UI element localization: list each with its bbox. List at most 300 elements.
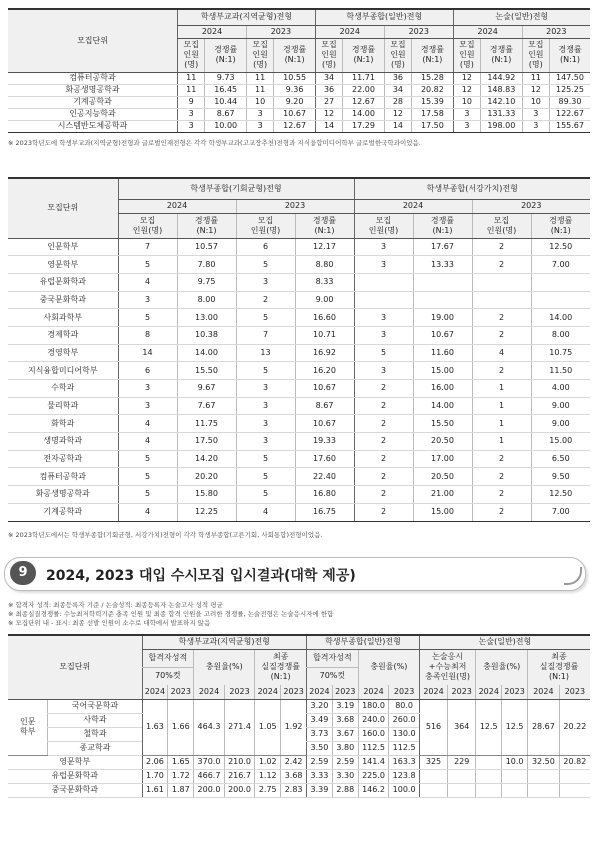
value-cell: 11.71 [343,72,385,84]
value-cell: 27 [315,96,342,108]
value-cell: 20.20 [177,468,236,486]
year-header: 2024 [358,685,389,699]
value-cell: 11 [246,72,273,84]
value-cell: 9.75 [177,273,236,291]
unit-name: 수학과 [8,380,118,398]
table-row [8,309,590,327]
value-cell: 216.7 [224,769,255,783]
group-header-1: 학생부종합(기회균형)전형 [118,178,354,199]
value-cell: 32.50 [528,755,560,769]
table-1-container [8,8,590,148]
value-cell: 466.7 [194,769,225,783]
value-cell: 1.92 [281,699,307,755]
value-cell: 1 [472,433,531,451]
group-header-3: 논술(일반)전형 [453,9,590,25]
fill-rate-header: 충원율(%) [476,649,528,685]
rate-col-header: 경쟁률 (N:1) [205,38,247,72]
table-row [8,486,590,504]
value-cell: 125.25 [549,84,590,96]
table-row [8,503,590,521]
value-cell: 15.00 [413,503,472,521]
value-cell: 5 [118,309,177,327]
value-cell: 5 [354,344,413,362]
fill-rate-header: 충원율(%) [194,649,255,685]
year-header: 2024 [142,685,168,699]
unit-name: 인문학부 [8,238,118,256]
value-cell: 148.83 [481,84,523,96]
value-cell: 3 [118,380,177,398]
cut-header: 70%컷 [307,667,359,685]
value-cell: 10.55 [274,72,316,84]
value-cell: 8.33 [295,273,354,291]
value-cell [531,273,590,291]
value-cell: 3.19 [332,699,358,713]
value-cell: 1.72 [168,769,194,783]
value-cell: 11 [178,72,205,84]
value-cell: 10 [246,96,273,108]
value-cell: 4.00 [531,380,590,398]
value-cell: 9.00 [531,415,590,433]
table-3 [8,634,590,798]
unit-header: 모집단위 [8,178,118,238]
table-1-note: ※ 2023학년도에 학생부교과(지역균형)전형과 글로벌인재전형은 각각 학생부교과(고교장추천)전형과 지식융합미디어학부 글로벌한국학과이었음. [8,138,421,147]
value-cell: 200.0 [224,783,255,797]
value-cell: 1 [472,397,531,415]
value-cell: 28.67 [528,699,560,755]
value-cell: 2 [472,326,531,344]
essay-count-header: 논술응시 +수능최저 충족인원(명) [419,649,475,685]
rate-col-header: 경쟁률 (N:1) [549,38,590,72]
value-cell [502,769,528,783]
table-2 [8,177,590,522]
value-cell: 4 [236,503,295,521]
rate-col-header: 경쟁률 (N:1) [481,38,523,72]
value-cell: 11.75 [177,415,236,433]
year-header: 2023 [224,685,255,699]
section-9-header [4,557,594,593]
value-cell: 3 [118,291,177,309]
rate-col-header: 경쟁률 (N:1) [343,38,385,72]
note-line: ※ 최종실질경쟁률: 수능최저학력기준 충족 인원 및 최종 합격 인원을 고려한 경쟁률, 논술전형은 논술응시자에 한함 [8,610,334,618]
value-cell: 3.30 [332,769,358,783]
value-cell: 2.88 [332,783,358,797]
value-cell [354,273,413,291]
department-group: 인문 학부 [8,699,48,755]
value-cell: 123.8 [389,769,420,783]
table-2-note: ※ 2023학년도에서는 학생부종합(기회균형, 서강가치)전형이 각각 학생부종합(고른기회, 사회통합)전형이었음. [8,530,323,539]
value-cell: 7.00 [531,503,590,521]
value-cell: 5 [236,256,295,274]
year-header: 2024 [255,685,281,699]
unit-name: 기계공학과 [8,503,118,521]
value-cell: 14 [315,120,342,132]
value-cell: 17.67 [413,238,472,256]
value-cell: 10 [453,96,480,108]
value-cell: 122.67 [549,108,590,120]
value-cell: 15.00 [531,433,590,451]
value-cell: 2 [354,397,413,415]
value-cell: 16.00 [413,380,472,398]
group-header-1: 학생부교과(지역균형)전형 [142,635,307,649]
value-cell: 142.10 [481,96,523,108]
table-row [8,468,590,486]
value-cell: 464.3 [194,699,225,755]
value-cell: 3 [178,108,205,120]
value-cell: 2.59 [307,755,333,769]
value-cell: 8.80 [295,256,354,274]
year-header: 2023 [281,685,307,699]
value-cell [476,769,502,783]
value-cell: 14 [118,344,177,362]
group-header-2: 학생부종합(일반)전형 [307,635,420,649]
unit-header: 모집단위 [8,9,178,72]
value-cell: 3.20 [307,699,333,713]
value-cell: 1 [472,380,531,398]
table-row [8,362,590,380]
year-header: 2024 [315,25,384,38]
group-header-2: 학생부종합(서강가치)전형 [354,178,590,199]
value-cell: 12 [315,108,342,120]
year-header: 2023 [448,685,476,699]
value-cell: 14.00 [177,344,236,362]
count-col-header: 모집 인원 (명) [315,38,342,72]
table-row [8,96,590,108]
value-cell: 3 [522,120,549,132]
count-col-header: 모집 인원(명) [118,213,177,238]
value-cell: 516 [419,699,447,755]
section-9-notes [8,601,590,628]
year-header: 2024 [528,685,560,699]
rate-col-header: 경쟁률 (N:1) [412,38,454,72]
year-header: 2023 [559,685,590,699]
value-cell: 15.39 [412,96,454,108]
value-cell: 16.92 [295,344,354,362]
value-cell: 4 [118,503,177,521]
year-header: 2024 [118,199,236,213]
value-cell: 17.60 [295,450,354,468]
value-cell: 11 [522,72,549,84]
value-cell: 10.67 [274,108,316,120]
value-cell [354,291,413,309]
unit-name: 중국문화학과 [8,291,118,309]
value-cell: 180.0 [358,699,389,713]
value-cell: 8.67 [295,397,354,415]
rate-col-header: 경쟁률 (N:1) [413,213,472,238]
value-cell: 112.5 [389,741,420,755]
table-row [8,256,590,274]
value-cell: 12.5 [476,699,502,755]
value-cell: 20.50 [413,433,472,451]
value-cell: 13.33 [413,256,472,274]
value-cell: 14 [384,120,411,132]
value-cell: 3 [453,120,480,132]
value-cell: 5 [118,256,177,274]
value-cell: 20.50 [413,468,472,486]
year-header: 2024 [354,199,472,213]
value-cell: 10.00 [205,120,247,132]
grade-header: 합격자성적 [307,649,359,667]
count-col-header: 모집 인원 (명) [453,38,480,72]
unit-name: 영문학부 [8,256,118,274]
value-cell: 3 [354,326,413,344]
year-header: 2023 [246,25,315,38]
value-cell: 16.75 [295,503,354,521]
value-cell: 14.00 [531,309,590,327]
value-cell: 12.67 [274,120,316,132]
value-cell: 15.80 [177,486,236,504]
value-cell: 144.92 [481,72,523,84]
value-cell: 8.00 [177,291,236,309]
value-cell: 5 [236,450,295,468]
value-cell: 14.20 [177,450,236,468]
value-cell: 5 [118,486,177,504]
value-cell: 28 [384,96,411,108]
unit-name: 철학과 [48,727,142,741]
value-cell: 3 [236,415,295,433]
table-row [8,108,590,120]
value-cell: 163.3 [389,755,420,769]
year-header: 2023 [332,685,358,699]
value-cell: 10 [522,96,549,108]
value-cell: 225.0 [358,769,389,783]
value-cell: 364 [448,699,476,755]
value-cell: 4 [118,415,177,433]
value-cell: 3 [236,397,295,415]
value-cell: 5 [118,450,177,468]
unit-name: 유럽문화학과 [8,769,142,783]
value-cell: 1.66 [168,699,194,755]
value-cell: 131.33 [481,108,523,120]
unit-name: 사회과학부 [8,309,118,327]
value-cell: 141.4 [358,755,389,769]
value-cell: 9.36 [274,84,316,96]
table-3-container [8,634,590,798]
value-cell [413,291,472,309]
value-cell: 2 [236,291,295,309]
rate-col-header: 경쟁률 (N:1) [531,213,590,238]
value-cell: 3 [236,380,295,398]
value-cell: 3 [354,362,413,380]
unit-name: 종교학과 [48,741,142,755]
table-row [8,273,590,291]
value-cell: 22.40 [295,468,354,486]
unit-name: 국어국문학과 [48,699,142,713]
value-cell: 9.67 [177,380,236,398]
year-header: 2023 [522,25,590,38]
value-cell: 3 [236,273,295,291]
value-cell: 9 [178,96,205,108]
value-cell [413,273,472,291]
table-row [8,84,590,96]
table-row [8,120,590,132]
unit-name: 영문학부 [8,755,142,769]
value-cell: 5 [236,468,295,486]
table-row [8,450,590,468]
value-cell: 20.82 [412,84,454,96]
value-cell: 3.68 [332,713,358,727]
unit-name: 인공지능학과 [8,108,178,120]
value-cell: 3.39 [307,783,333,797]
value-cell [448,769,476,783]
value-cell: 5 [236,309,295,327]
value-cell: 34 [315,72,342,84]
cut-header: 70%컷 [142,667,194,685]
value-cell [472,273,531,291]
value-cell: 100.0 [389,783,420,797]
value-cell: 15.50 [177,362,236,380]
table-row [8,699,590,713]
unit-name: 지식융합미디어학부 [8,362,118,380]
value-cell: 20.22 [559,699,590,755]
value-cell: 3.73 [307,727,333,741]
value-cell: 19.33 [295,433,354,451]
value-cell: 2 [472,486,531,504]
count-col-header: 모집 인원(명) [472,213,531,238]
value-cell: 3 [354,256,413,274]
value-cell: 3.33 [307,769,333,783]
value-cell: 229 [448,755,476,769]
value-cell: 2.75 [255,783,281,797]
year-header: 2023 [389,685,420,699]
unit-name: 화학과 [8,415,118,433]
year-header: 2023 [236,199,354,213]
table-row [8,326,590,344]
value-cell: 7.80 [177,256,236,274]
value-cell: 2 [354,468,413,486]
value-cell: 16.20 [295,362,354,380]
value-cell: 12.50 [531,486,590,504]
year-header: 2023 [472,199,590,213]
value-cell: 3 [178,120,205,132]
group-header-1: 학생부교과(지역균형)전형 [178,9,316,25]
count-col-header: 모집 인원 (명) [246,38,273,72]
value-cell: 12 [522,84,549,96]
value-cell: 3 [236,433,295,451]
value-cell: 7.00 [531,256,590,274]
value-cell: 1.61 [142,783,168,797]
value-cell [476,755,502,769]
value-cell: 2 [472,309,531,327]
value-cell [528,783,560,797]
unit-name: 컴퓨터공학과 [8,72,178,84]
value-cell: 10.44 [205,96,247,108]
table-row [8,344,590,362]
value-cell: 3 [522,108,549,120]
value-cell [419,783,447,797]
value-cell: 2 [354,503,413,521]
year-header: 2024 [453,25,522,38]
value-cell: 10.57 [177,238,236,256]
value-cell: 12.5 [502,699,528,755]
unit-name: 사학과 [48,713,142,727]
value-cell: 1.65 [168,755,194,769]
table-row [8,769,590,783]
value-cell: 198.00 [481,120,523,132]
value-cell: 13 [236,344,295,362]
value-cell: 7 [236,326,295,344]
value-cell: 9.00 [295,291,354,309]
value-cell: 1 [472,415,531,433]
value-cell: 210.0 [224,755,255,769]
unit-name: 시스템반도체공학과 [8,120,178,132]
value-cell: 21.00 [413,486,472,504]
count-col-header: 모집 인원 (명) [384,38,411,72]
value-cell: 20.82 [559,755,590,769]
value-cell: 12 [453,72,480,84]
value-cell: 14.00 [343,108,385,120]
value-cell: 5 [236,486,295,504]
value-cell: 11 [246,84,273,96]
value-cell: 22.00 [343,84,385,96]
year-header: 2024 [476,685,502,699]
value-cell: 10.67 [413,326,472,344]
value-cell: 7 [118,238,177,256]
table-row [8,291,590,309]
value-cell [419,769,447,783]
value-cell: 2 [472,256,531,274]
value-cell: 10.0 [502,755,528,769]
value-cell: 3.67 [332,727,358,741]
value-cell: 370.0 [194,755,225,769]
table-row [8,238,590,256]
value-cell: 130.0 [389,727,420,741]
value-cell: 16.60 [295,309,354,327]
value-cell: 14.00 [413,397,472,415]
value-cell: 13.00 [177,309,236,327]
value-cell: 1.02 [255,755,281,769]
rate-col-header: 경쟁률 (N:1) [177,213,236,238]
value-cell: 11.50 [531,362,590,380]
value-cell [531,291,590,309]
value-cell: 36 [384,72,411,84]
value-cell: 17.50 [412,120,454,132]
value-cell: 34 [384,84,411,96]
value-cell: 2.59 [332,755,358,769]
year-header: 2024 [307,685,333,699]
rate-col-header: 경쟁률 (N:1) [274,38,316,72]
value-cell: 3 [246,120,273,132]
value-cell: 1.05 [255,699,281,755]
value-cell: 15.28 [412,72,454,84]
value-cell: 10.38 [177,326,236,344]
value-cell: 17.29 [343,120,385,132]
value-cell: 3.80 [332,741,358,755]
year-header: 2023 [502,685,528,699]
table-row [8,415,590,433]
unit-name: 컴퓨터공학과 [8,468,118,486]
final-rate-header: 최종 실질경쟁률 (N:1) [528,649,590,685]
value-cell: 12 [384,108,411,120]
value-cell [476,783,502,797]
value-cell [472,291,531,309]
value-cell: 8.67 [205,108,247,120]
value-cell: 112.5 [358,741,389,755]
unit-name: 경영학부 [8,344,118,362]
section-number: 9 [10,561,36,585]
table-row [8,755,590,769]
value-cell: 2.42 [281,755,307,769]
value-cell: 9.73 [205,72,247,84]
value-cell: 2 [354,380,413,398]
note-line: ※ 모집단위 내 - 표시: 최종 선발 인원이 소수로 대학에서 발표하지 않음 [8,619,211,627]
value-cell: 3.68 [281,769,307,783]
unit-name: 생명과학과 [8,433,118,451]
value-cell [559,783,590,797]
value-cell: 147.50 [549,72,590,84]
value-cell: 16.80 [295,486,354,504]
unit-name: 전자공학과 [8,450,118,468]
value-cell: 17.00 [413,450,472,468]
